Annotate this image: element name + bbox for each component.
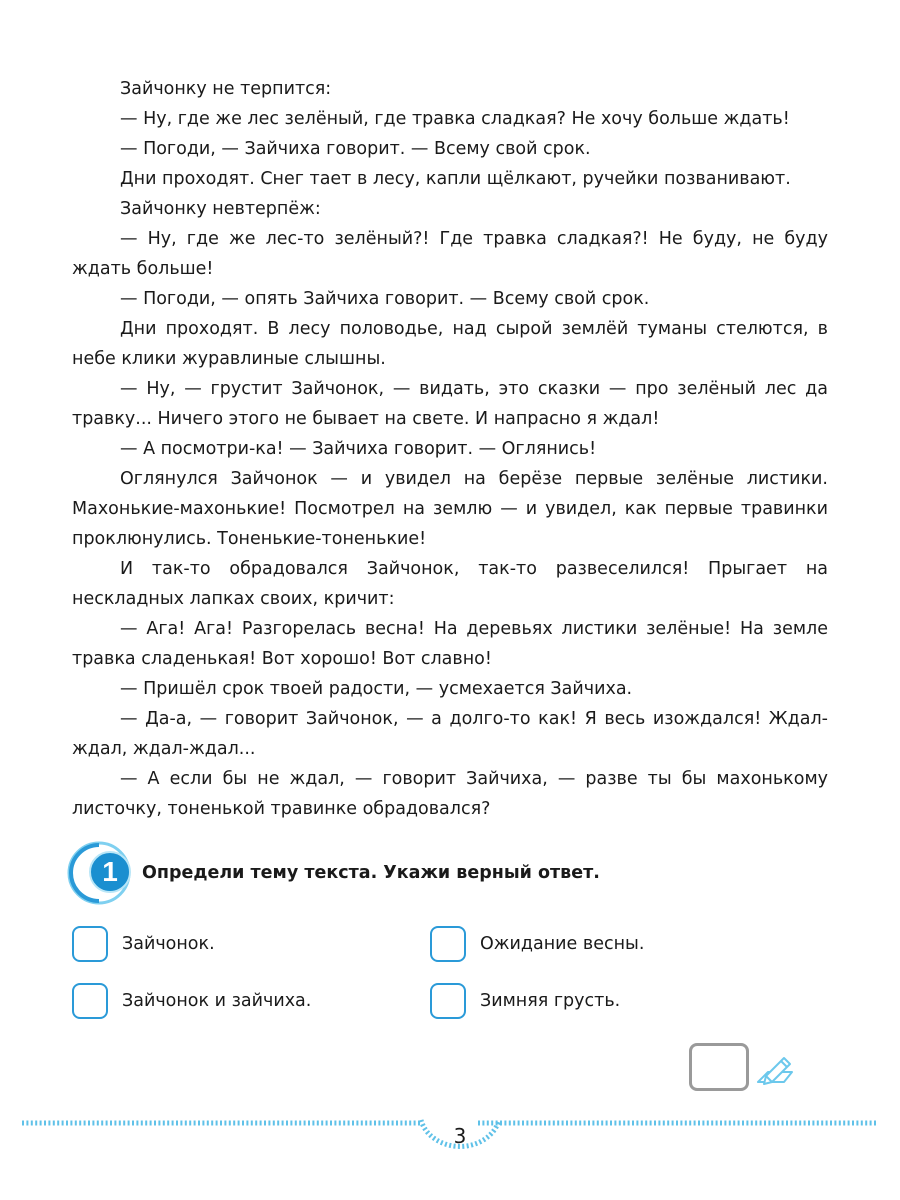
answer-label: Зайчонок.	[122, 934, 215, 954]
score-box[interactable]	[689, 1043, 749, 1091]
answer-option-2[interactable]	[430, 926, 644, 962]
answer-option-3[interactable]	[72, 983, 311, 1019]
task-header	[66, 840, 600, 906]
story-paragraph: Зайчонку невтерпёж:	[120, 199, 321, 219]
story-paragraph: — Ну, где же лес зелёный, где травка сладкая? Не хочу больше ждать!	[120, 109, 790, 129]
story-paragraph: И так-то обрадовался Зайчонок, так-то развеселился! Прыгает на нескладных лапках своих, кричит:	[72, 559, 828, 609]
task-instruction: Определи тему текста. Укажи верный ответ.	[142, 863, 600, 883]
story-paragraph: — Ну, — грустит Зайчонок, — видать, это сказки — про зелёный лес да травку... Ничего этого не бывает на свете. И напрасно я ждал!	[72, 379, 828, 429]
answer-checkbox[interactable]	[430, 983, 466, 1019]
answer-checkbox[interactable]	[72, 926, 108, 962]
story-paragraph: Зайчонку не терпится:	[120, 79, 332, 99]
answer-label: Зайчонок и зайчиха.	[122, 991, 312, 1011]
task-number: 1	[102, 856, 118, 887]
story-paragraph: — Ну, где же лес-то зелёный?! Где травка сладкая?! Не буду, не буду ждать больше!	[72, 229, 828, 279]
story-paragraph: Дни проходят. В лесу половодье, над сырой землёй туманы стелются, в небе клики журавлиные слышны.	[72, 319, 828, 369]
answer-option-1[interactable]	[72, 926, 215, 962]
answer-label: Зимняя грусть.	[480, 991, 621, 1011]
answer-label: Ожидание весны.	[480, 934, 645, 954]
page-number: 3	[453, 1124, 467, 1148]
story-paragraph: — Пришёл срок твоей радости, — усмехается Зайчиха.	[120, 679, 633, 699]
answer-checkbox[interactable]	[430, 926, 466, 962]
answer-checkbox[interactable]	[72, 983, 108, 1019]
story-paragraph: — Погоди, — Зайчиха говорит. — Всему свой срок.	[120, 139, 591, 159]
story-paragraph: Оглянулся Зайчонок — и увидел на берёзе первые зелёные листики. Махонькие-махонькие! Посмотрел на землю — и увидел, как первые травинки проклюнулись. Тоненькие-тоненькие!	[72, 469, 828, 549]
pencil-icon	[754, 1052, 796, 1088]
story-paragraph: — Ага! Ага! Разгорелась весна! На деревьях листики зелёные! На земле травка сладенькая! Вот хорошо! Вот славно!	[72, 619, 828, 669]
answer-option-4[interactable]	[430, 983, 620, 1019]
story-paragraph: Дни проходят. Снег тает в лесу, капли щёлкают, ручейки позванивают.	[120, 169, 791, 189]
story-text	[72, 74, 828, 824]
story-paragraph: — А посмотри-ка! — Зайчиха говорит. — Оглянись!	[120, 439, 597, 459]
story-paragraph: — Погоди, — опять Зайчиха говорит. — Всему свой срок.	[120, 289, 650, 309]
task-number-badge	[66, 840, 132, 906]
story-paragraph: — Да-а, — говорит Зайчонок, — а долго-то как! Я весь изождался! Ждал-ждал, ждал-ждал...	[72, 709, 828, 759]
story-paragraph: — А если бы не ждал, — говорит Зайчиха, — разве ты бы махонькому листочку, тоненькой травинке обрадовался?	[72, 769, 828, 819]
